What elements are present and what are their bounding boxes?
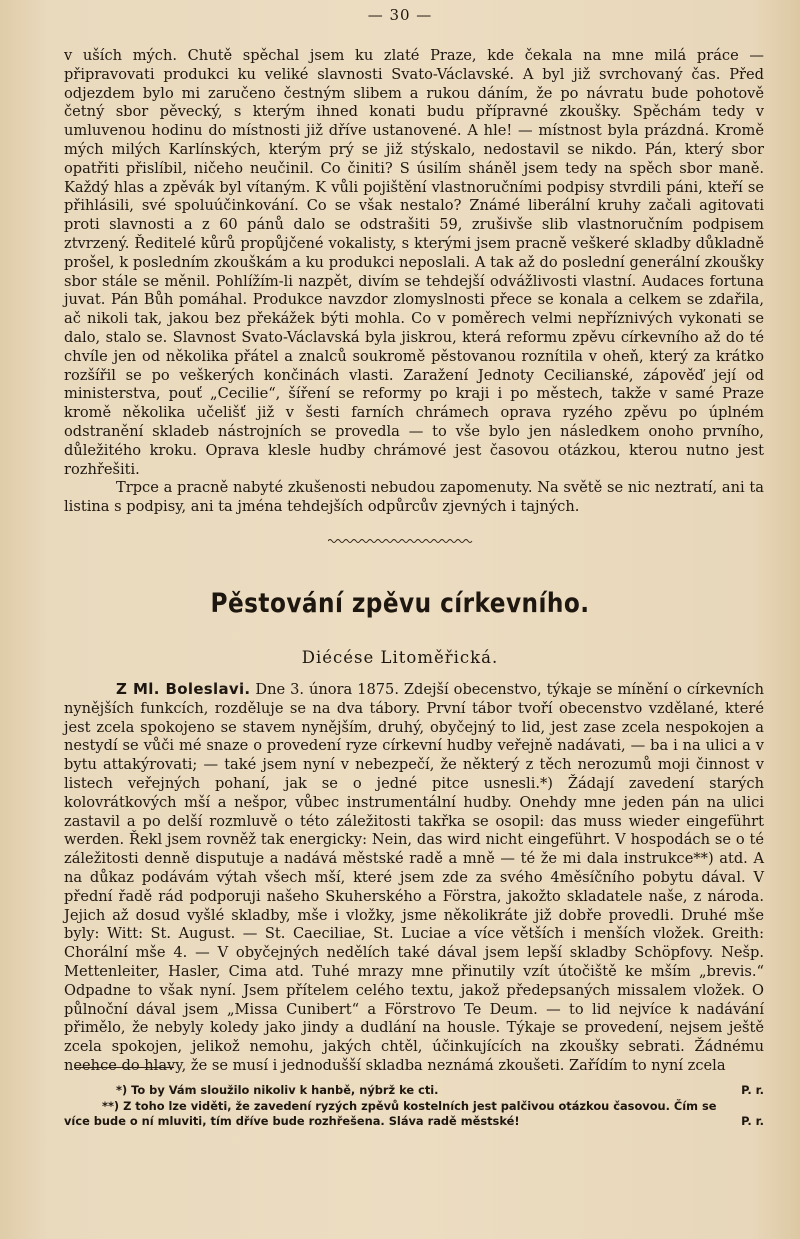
report-text — [64, 680, 764, 1076]
footnotes — [64, 1083, 764, 1130]
footnote-1 — [64, 1083, 764, 1099]
footnote-2 — [64, 1099, 764, 1115]
report-place: Z Ml. Boleslavi. — [116, 680, 251, 698]
footnote-2-text: **) Z toho lze viděti, že zavedení ryzých zpěvů kostelních jest palčivou otázkou časovou. Čím se — [102, 1098, 717, 1113]
footnote-2-cont-text: více bude o ní mluviti, tím dříve bude rozhřešena. Sláva radě městské! — [64, 1114, 520, 1128]
footnote-2-continuation — [64, 1114, 764, 1130]
footnote-1-signature: P. r. — [741, 1083, 764, 1097]
footnote-1-text: *) To by Vám sloužilo nikoliv k hanbě, nýbrž ke cti. — [116, 1083, 439, 1097]
diocese-heading: Diécése Litoměřická. — [301, 648, 499, 667]
report-body: Dne 3. února 1875. Zdejší obecenstvo, týkaje se mínění o církevních nynějších funkcích, rozděluje se na dva tábory. První tábor tvoří obecenstvo vzdělané, které jest zcela spokojeno se stavem nynějším, druhý, obyčejný to lid, jest zase zcela nespokojen a nestydí se vůči mé snaze o provedení ryze církevní hudby veřejně nadávati, — ba i na ulici a v bytu attakýrovati; — také jsem nyní v nebezpečí, že některý z těch nerozumů moji činnost v listech veřejných pohaní, jak se o jedné pitce usnesli.*) Žádají zavedení starých kolovrátkových mší a nešpor, vůbec instrumentální hudby. Onehdy mne jeden pán na ulici zastavil a po delší rozmluvě o této záležitosti takřka se osopil: das muss wieder eingeführt werden. Řekl jsem rovněž tak energicky: Nein, das wird nicht eingeführt. V hospodách se o té záležitosti denně disputuje a nadává městské radě a mně — té že mi dala instrukce**) atd. A na důkaz podávám výtah všech mší, které jsem zde za svého 4měsíčního pobytu dával. V přední řadě rád podporuji našeho Skuherského a Förstra, jakožto skladatele naše, z národa. Jejich až dosud vyšlé skladby, mše i vložky, jsme několikráte již dobře provedli. Druhé mše byly: Witt: St. August. — St. Caeciliae, St. Luciae a více větších i menších vložek. Greith: Chorální mše 4. — V obyčejných nedělích také dával jsem lepší skladby Schöpfovy. Nešp. Mettenleiter, Hasler, Cima atd. Tuhé mrazy mne přinutily vzít útočiště ke mším „brevis.“ Odpadne to však nyní. Jsem přítelem celého textu, jakož předepsaných missalem vložek. O půlnoční dával jsem „Missa Cunibert“ a Förstrovo Te Deum. — to lid nejvíce k nadávání přimělo, že nebyly koledy jako jindy a dudlání na housle. Týkaje se provedení, nejsem ještě zcela spokojen, jelikož nemohu, jakých chtěl, účinkujících na zkoušky sebrati. Žádnému neehce do hlavy, že se musí i jednodušší skladba neznámá zkoušeti. Zařídím to nyní zcela — [64, 681, 765, 1074]
footnote-2-signature: P. r. — [741, 1114, 764, 1128]
footnote-rule — [74, 1067, 174, 1068]
report-paragraph — [64, 680, 764, 1076]
section-title: Pěstování zpěvu církevního. — [210, 588, 590, 619]
intro-paragraph-1: v uších mých. Chutě spěchal jsem ku zlaté Praze, kde čekala na mne milá práce — připravovati produkci ku veliké slavnosti Svato-Václavské. A byl již svrchovaný čas. Před odjezdem bylo mi zaručeno čestným slibem a rukou dáním, že po návratu bude pohotově četný sbor pěvecký, s kterým ihned konati budu přípravné zkoušky. Spěchám tedy v umluvenou hodinu do místnosti již dříve ustanovené. A hle! — místnost byla prázdná. Kromě mých milých Karlínských, kterým prý se již stýskalo, nedostavil se nikdo. Pán, který sbor opatřiti přislíbil, ničeho neučinil. Co činiti? S úsilím sháněl jsem tedy na spěch sbor maně. Každý hlas a zpěvák byl vítaným. K vůli pojištění vlastnoručními podpisy stvrdili páni, kteří se přihlásili, své spoluúčinkování. Co se však nestalo? Známé liberální kruhy začali agitovati proti slavnosti a z 60 pánů dalo se odstrašiti 59, zrušivše slib vlastnoručním podpisem ztvrzený. Ředitelé kůrů propůjčené vokalisty, s kterými jsem pracně veškeré skladby důkladně prošel, k posledním zkouškám a ku produkci neposlali. A tak až do poslední generální zkoušky sbor stále se měnil. Pohlížím-li nazpět, divím se tehdejší odvážlivosti vlastní. Audaces fortuna juvat. Pán Bůh pomáhal. Produkce navzdor zlomyslnosti přece se konala a celkem se zdařila, ač nikoli tak, jakou bez překážek býti mohla. Co v poměrech velmi nepříznivých vykonati se dalo, stalo se. Slavnost Svato-Václavská byla jiskrou, která reformu zpěvu církevního až do té chvíle jen od několika přátel a znalců soukromě pěstovanou roznítila v oheň, který za krátko rozšířil se po veškerých končinách vlasti. Zaražení Jednoty Cecilianské, zápověď její od ministerstva, pouť „Cecilie“, šíření se reformy po kraji i po městech, takže v samé Praze kromě několika učelišť již v šesti farních chrámech oprava ryzého zpěvu po úplném odstranění skladeb nástrojních se provedla — to vše bylo jen následkem onoho prvního, důležitého kroku. Oprava klesle hudby chrámové jest časovou otázkou, kterou nutno jest rozhřešiti. — [64, 47, 764, 478]
intro-paragraph-2: Trpce a pracně nabyté zkušenosti nebudou zapomenuty. Na světě se nic neztratí, ani ta listina s podpisy, ani ta jména tehdejších odpůrcův zjevných i tajných. — [64, 479, 764, 516]
page-number: — 30 — — [367, 6, 433, 24]
wavy-divider — [328, 537, 474, 545]
intro-text — [64, 47, 764, 517]
